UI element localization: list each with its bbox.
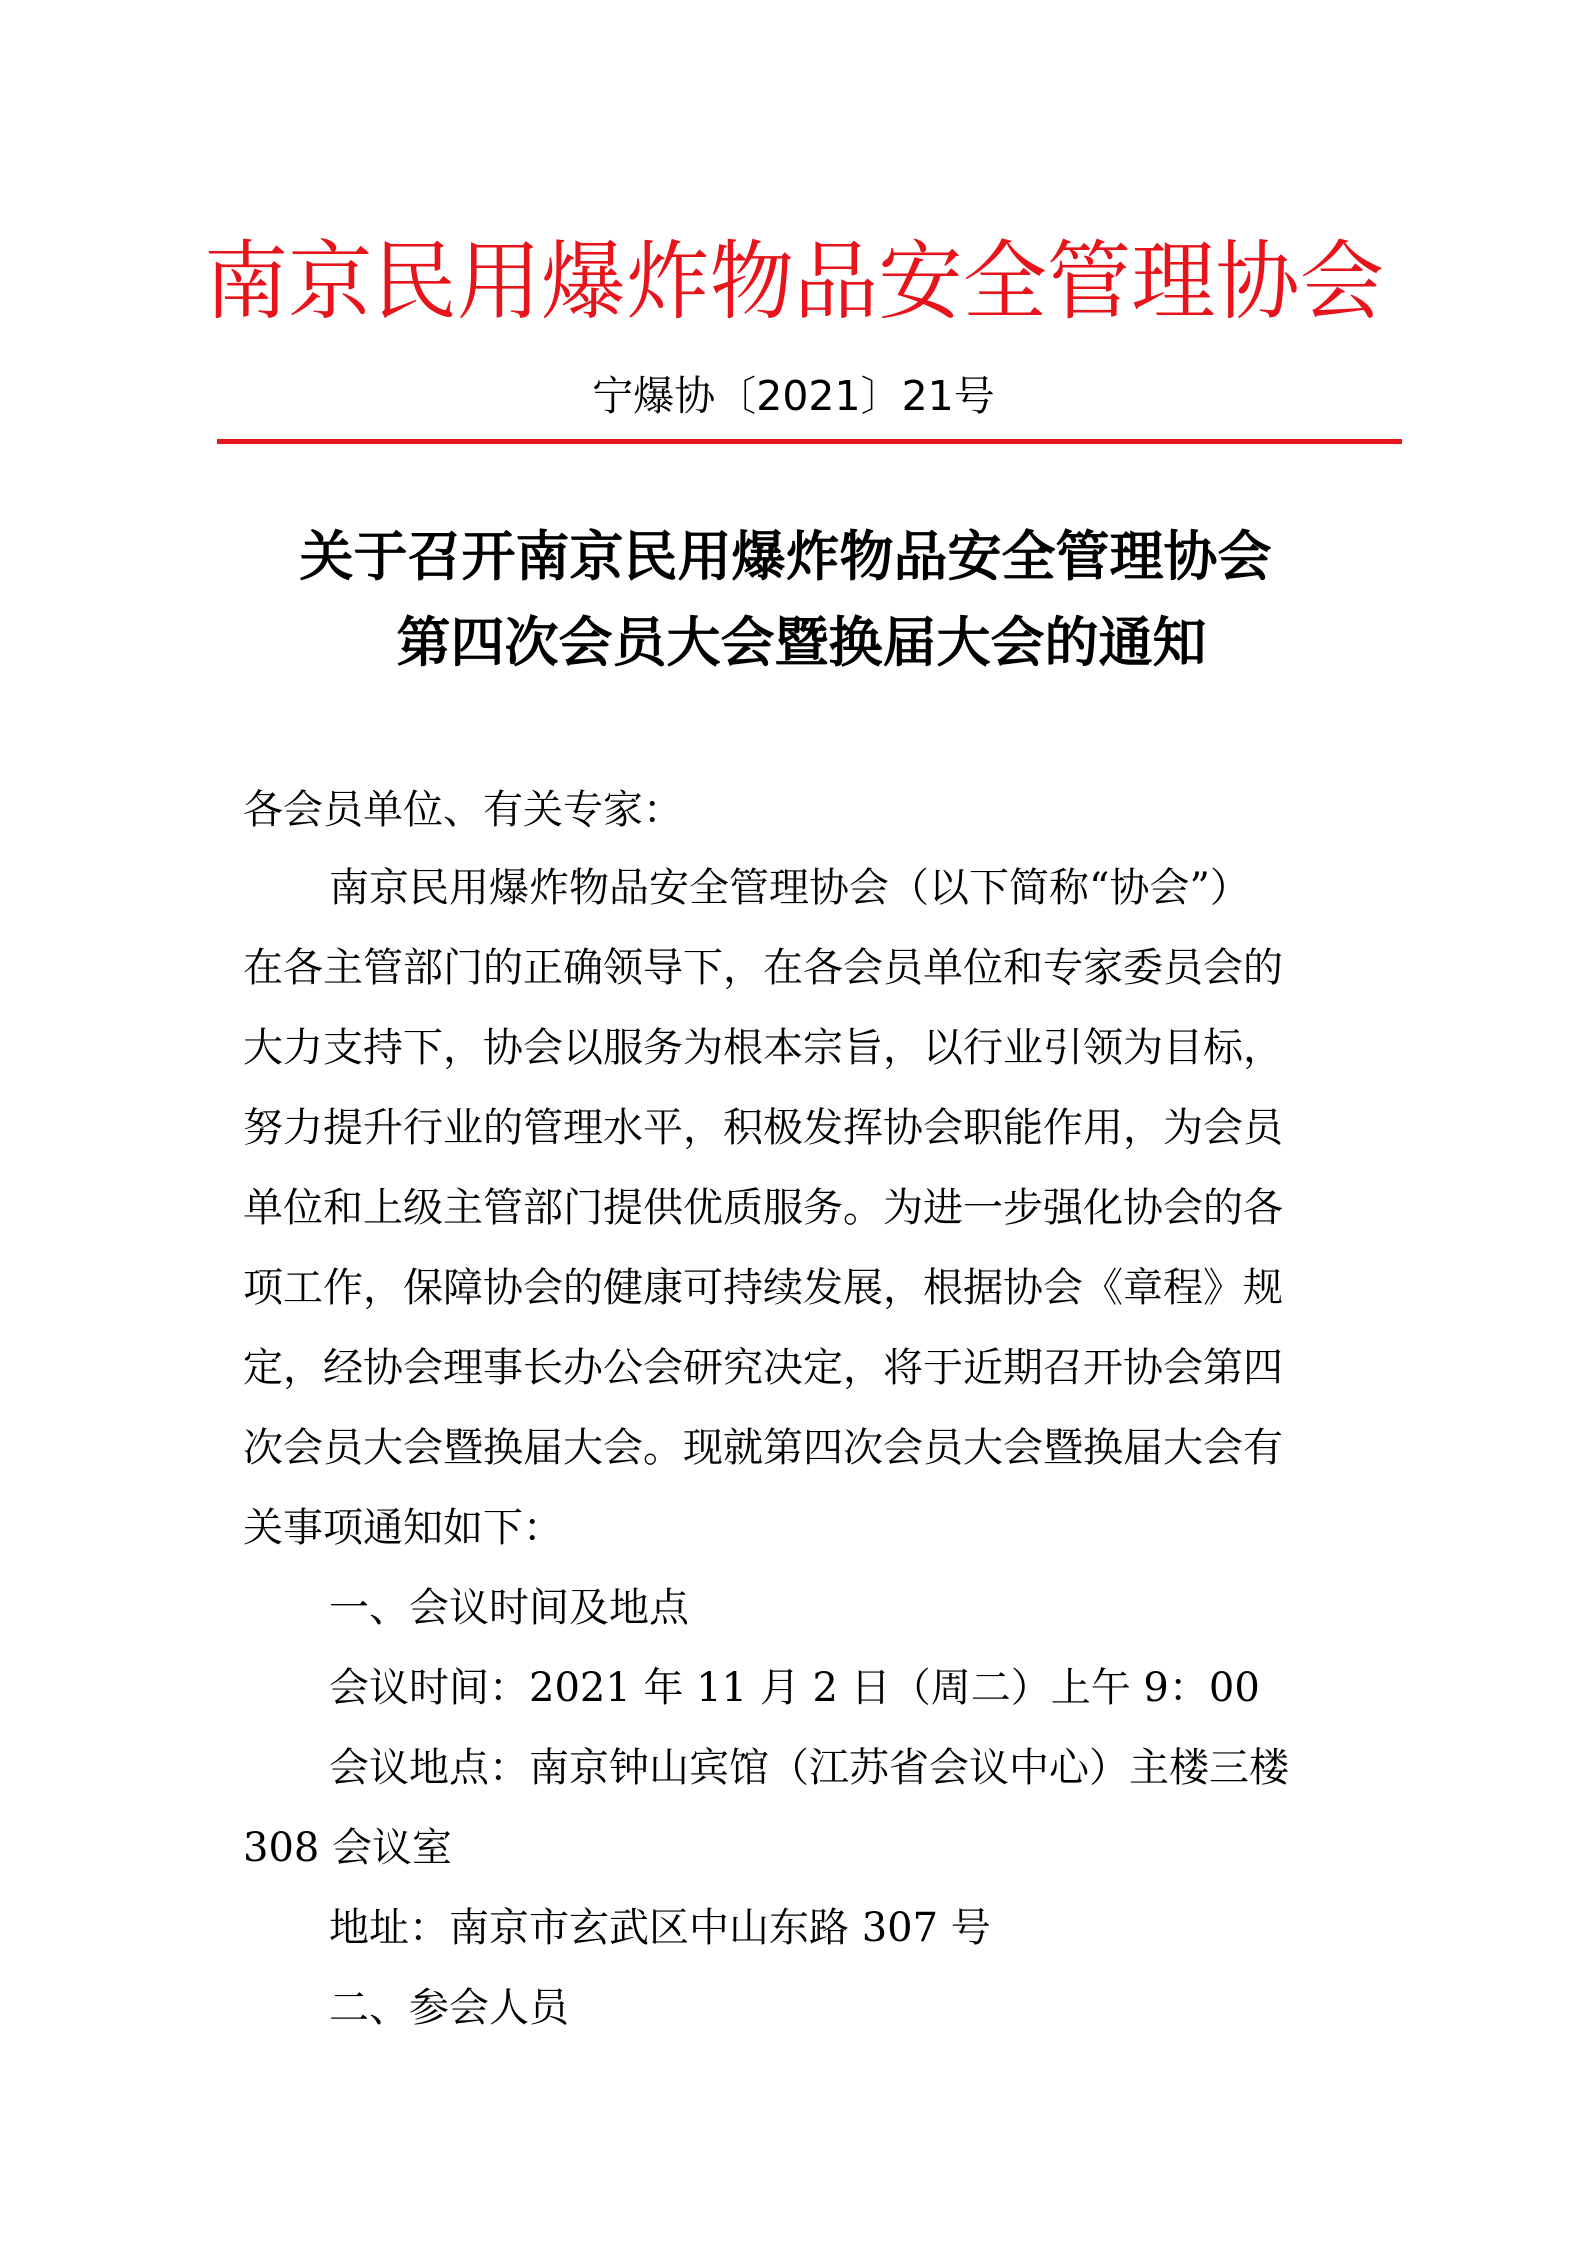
- meeting-address: 地址：南京市玄武区中山东路 307 号: [329, 1905, 991, 1951]
- meeting-place: 会议地点：南京钟山宾馆（江苏省会议中心）主楼三楼: [329, 1745, 1289, 1791]
- notice-title-line-2: 第四次会员大会暨换届大会的通知: [396, 611, 1207, 674]
- paragraph-line: 南京民用爆炸物品安全管理协会（以下简称“协会”）: [329, 865, 1250, 911]
- section-heading-time-place: 一、会议时间及地点: [329, 1585, 689, 1631]
- paragraph-line: 单位和上级主管部门提供优质服务。为进一步强化协会的各: [243, 1185, 1283, 1231]
- paragraph-line: 在各主管部门的正确领导下，在各会员单位和专家委员会的: [243, 945, 1283, 991]
- document-number: 宁爆协〔2021〕21号: [592, 372, 995, 420]
- notice-title-line-1: 关于召开南京民用爆炸物品安全管理协会: [299, 525, 1272, 588]
- organization-header: 南京民用爆炸物品安全管理协会: [203, 232, 1384, 332]
- salutation: 各会员单位、有关专家：: [243, 787, 683, 833]
- paragraph-line: 努力提升行业的管理水平，积极发挥协会职能作用，为会员: [243, 1105, 1283, 1151]
- paragraph-line: 项工作，保障协会的健康可持续发展，根据协会《章程》规: [243, 1265, 1283, 1311]
- meeting-room: 308 会议室: [243, 1825, 453, 1871]
- notice-body: [243, 780, 1353, 2080]
- section-heading-attendees: 二、参会人员: [329, 1985, 569, 2031]
- paragraph-line: 关事项通知如下：: [243, 1505, 563, 1551]
- red-divider: [217, 439, 1402, 444]
- paragraph-line: 次会员大会暨换届大会。现就第四次会员大会暨换届大会有: [243, 1425, 1283, 1471]
- paragraph-line: 大力支持下，协会以服务为根本宗旨，以行业引领为目标，: [243, 1025, 1283, 1071]
- meeting-time: 会议时间：2021 年 11 月 2 日（周二）上午 9：00: [329, 1665, 1260, 1711]
- paragraph-line: 定，经协会理事长办公会研究决定，将于近期召开协会第四: [243, 1345, 1283, 1391]
